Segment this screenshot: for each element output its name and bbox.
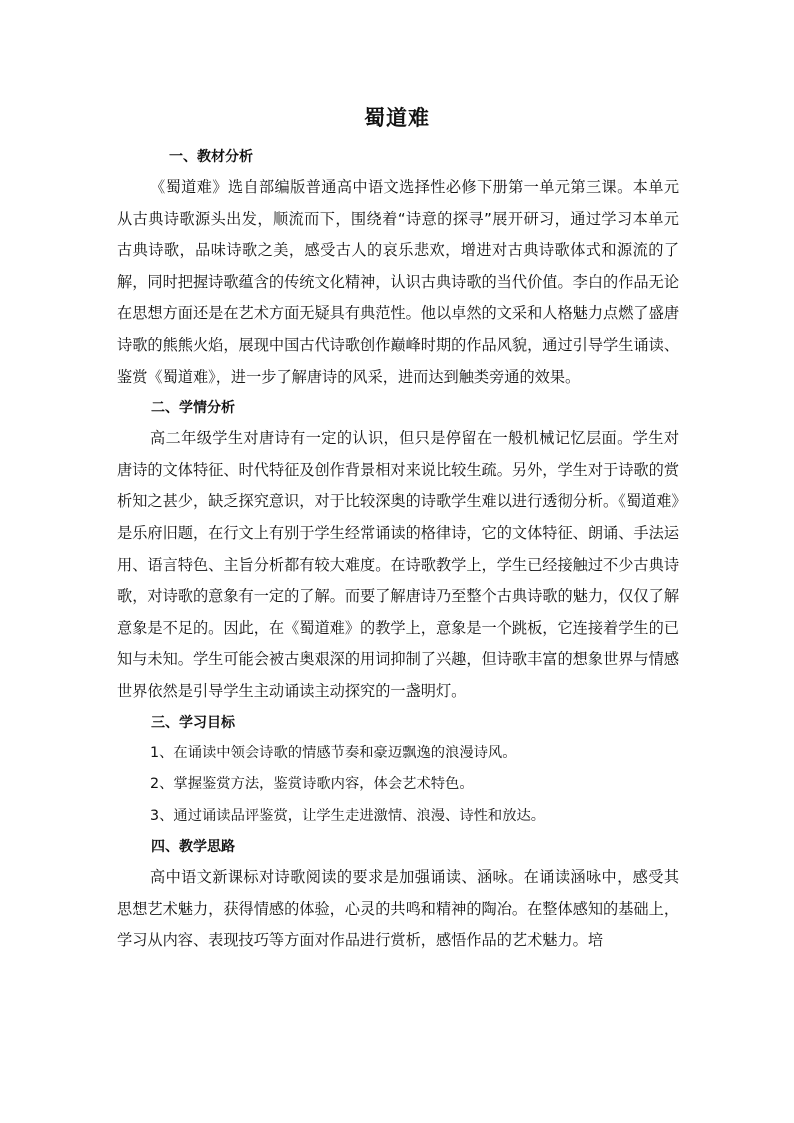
learning-goal-item-2: 2、掌握鉴赏方法，鉴赏诗歌内容，体会艺术特色。: [150, 776, 474, 793]
learning-goal-item-1: 1、在诵读中领会诗歌的情感节奏和豪迈飘逸的浪漫诗风。: [150, 744, 517, 761]
section-heading-textbook-analysis: 一、教材分析: [169, 149, 253, 165]
document-title: 蜀道难: [364, 106, 430, 130]
learning-goal-item-3: 3、通过诵读品评鉴赏，让学生走进激情、浪漫、诗性和放达。: [150, 807, 546, 824]
section-heading-learning-goals: 三、学习目标: [151, 714, 235, 731]
document-body: [117, 142, 679, 957]
paragraph-textbook-analysis: 《蜀道难》选自部编版普通高中语文选择性必修下册第一单元第三课。本单元从古典诗歌源头出发，顺流而下，围绕着“诗意的探寻”展开研习，通过学习本单元古典诗歌，品味诗歌之美，感受古人的哀乐悲欢，增进对古典诗歌体式和源流的了解，同时把握诗歌蕴含的传统文化精神，认识古典诗歌的当代价值。李白的作品无论在思想方面还是在艺术方面无疑具有典范性。他以卓然的文采和人格魅力点燃了盛唐诗歌的熊熊火焰，展现中国古代诗歌创作巅峰时期的作品风貌，通过引导学生诵读、鉴赏《蜀道难》，进一步了解唐诗的风采，进而达到触类旁通的效果。: [117, 178, 679, 386]
paragraph-student-analysis: 高二年级学生对唐诗有一定的认识，但只是停留在一般机械记忆层面。学生对唐诗的文体特征、时代特征及创作背景相对来说比较生疏。另外，学生对于诗歌的赏析知之甚少，缺乏探究意识，对于比较深奥的诗歌学生难以进行透彻分析。《蜀道难》是乐府旧题，在行文上有别于学生经常诵读的格律诗，它的文体特征、朗诵、手法运用、语言特色、主旨分析都有较大难度。在诗歌教学上，学生已经接触过不少古典诗歌，对诗歌的意象有一定的了解。而要了解唐诗乃至整个古典诗歌的魅力，仅仅了解意象是不足的。因此，在《蜀道难》的教学上，意象是一个跳板，它连接着学生的已知与未知。学生可能会被古奥艰深的用词抑制了兴趣，但诗歌丰富的想象世界与情感世界依然是引导学生主动诵读主动探究的一盏明灯。: [117, 429, 679, 700]
section-heading-teaching-approach: 四、教学思路: [151, 839, 235, 856]
section-heading-student-analysis: 二、学情分析: [151, 400, 235, 417]
paragraph-teaching-approach: 高中语文新课标对诗歌阅读的要求是加强诵读、涵咏。在诵读涵咏中，感受其思想艺术魅力，获得情感的体验，心灵的共鸣和精神的陶冶。在整体感知的基础上，学习从内容、表现技巧等方面对作品进行赏析，感悟作品的艺术魅力。培: [117, 868, 679, 950]
